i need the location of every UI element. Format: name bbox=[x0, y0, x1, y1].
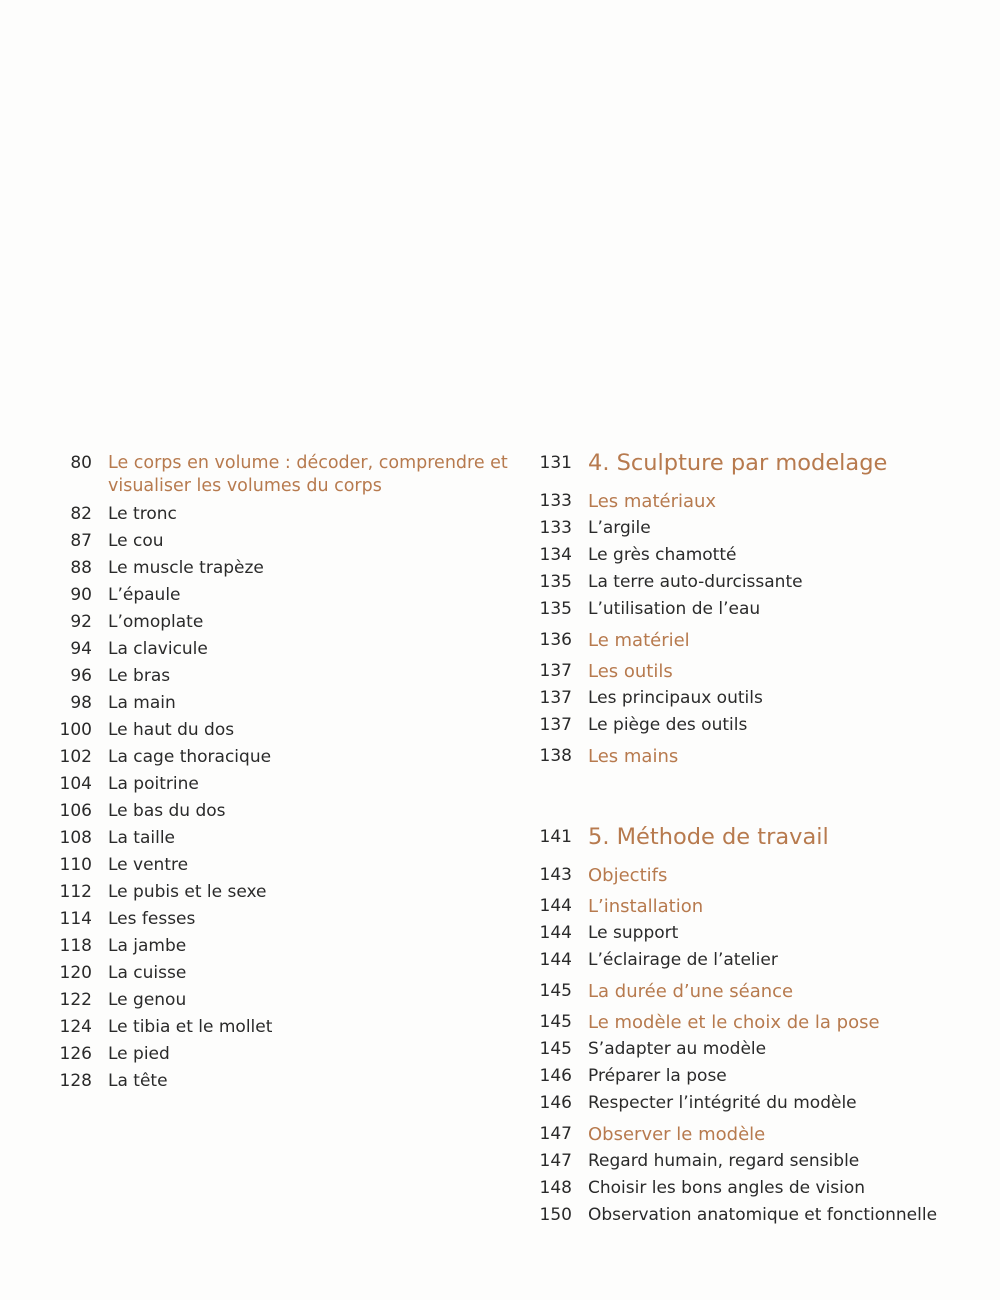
toc-entry-section bbox=[520, 862, 980, 889]
toc-entry-sub bbox=[40, 906, 510, 933]
toc-entry-sub bbox=[40, 690, 510, 717]
toc-page-number: 118 bbox=[59, 936, 92, 956]
toc-entry-sub bbox=[40, 771, 510, 798]
toc-left-column bbox=[40, 450, 510, 1095]
toc-entry-title: Le tibia et le mollet bbox=[108, 1017, 273, 1037]
toc-entry-sub bbox=[40, 933, 510, 960]
toc-entry-title: Les principaux outils bbox=[588, 688, 763, 708]
toc-entry-title: Le haut du dos bbox=[108, 720, 235, 740]
toc-page-number: 131 bbox=[539, 453, 572, 473]
toc-page-number: 120 bbox=[59, 963, 92, 983]
toc-page-number: 80 bbox=[70, 453, 92, 473]
toc-page-number: 138 bbox=[539, 746, 572, 766]
toc-entry-title: 5. Méthode de travail bbox=[588, 824, 829, 850]
toc-entry-sub bbox=[520, 1148, 980, 1175]
toc-entry-section bbox=[520, 658, 980, 685]
toc-page-number: 98 bbox=[70, 693, 92, 713]
toc-entry-title: Le pied bbox=[108, 1044, 170, 1064]
toc-entry-title: L’épaule bbox=[108, 585, 181, 605]
toc-entry-sub bbox=[40, 987, 510, 1014]
toc-entry-title: La clavicule bbox=[108, 639, 208, 659]
toc-entry-title: Le cou bbox=[108, 531, 164, 551]
toc-entry-title: La taille bbox=[108, 828, 176, 848]
toc-entry-chapter bbox=[520, 448, 980, 478]
toc-page-number: 112 bbox=[59, 882, 92, 902]
toc-page-number: 108 bbox=[59, 828, 92, 848]
toc-entry-title: La main bbox=[108, 693, 176, 713]
toc-entry-title: Objectifs bbox=[588, 865, 668, 886]
toc-entry-sub bbox=[40, 744, 510, 771]
toc-entry-title: Le grès chamotté bbox=[588, 545, 737, 565]
toc-entry-sub bbox=[520, 1202, 980, 1229]
toc-entry-title: Le bas du dos bbox=[108, 801, 226, 821]
toc-entry-title: Le corps en volume : décoder, comprendre et visualiser les volumes du corps bbox=[108, 453, 508, 496]
toc-entry-sub bbox=[40, 609, 510, 636]
toc-page-number: 128 bbox=[59, 1071, 92, 1091]
toc-entry-title: Le muscle trapèze bbox=[108, 558, 264, 578]
toc-entry-section bbox=[520, 978, 980, 1005]
toc-entry-sub bbox=[520, 712, 980, 739]
toc-entry-title: La cage thoracique bbox=[108, 747, 272, 767]
toc-entry-sub bbox=[520, 1063, 980, 1090]
toc-entry-title: Préparer la pose bbox=[588, 1066, 727, 1086]
toc-entry-title: Le support bbox=[588, 923, 679, 943]
toc-page-number: 144 bbox=[539, 923, 572, 943]
toc-page-number: 148 bbox=[539, 1178, 572, 1198]
toc-entry-sub bbox=[40, 879, 510, 906]
toc-page-number: 106 bbox=[59, 801, 92, 821]
toc-entry-sub bbox=[520, 947, 980, 974]
toc-entry-chapter bbox=[520, 822, 980, 852]
toc-entry-sub bbox=[40, 528, 510, 555]
toc-page-number: 82 bbox=[70, 504, 92, 524]
toc-entry-title: Observation anatomique et fonctionnelle bbox=[588, 1205, 938, 1225]
toc-page-number: 134 bbox=[539, 545, 572, 565]
toc-page-number: 133 bbox=[539, 491, 572, 511]
toc-page-number: 87 bbox=[70, 531, 92, 551]
toc-entry-title: La tête bbox=[108, 1071, 168, 1091]
toc-page-number: 133 bbox=[539, 518, 572, 538]
toc-entry-title: La terre auto-durcissante bbox=[588, 572, 803, 592]
toc-entry-sub bbox=[40, 852, 510, 879]
toc-entry-title: Observer le modèle bbox=[588, 1124, 766, 1145]
toc-page-number: 145 bbox=[539, 981, 572, 1001]
toc-entry-title: Les fesses bbox=[108, 909, 196, 929]
toc-entry-sub bbox=[520, 542, 980, 569]
toc-entry-title: Respecter l’intégrité du modèle bbox=[588, 1093, 857, 1113]
toc-page-number: 144 bbox=[539, 896, 572, 916]
toc-entry-section bbox=[520, 893, 980, 920]
toc-page-number: 110 bbox=[59, 855, 92, 875]
toc-page-number: 145 bbox=[539, 1039, 572, 1059]
toc-page-number: 122 bbox=[59, 990, 92, 1010]
toc-page-number: 102 bbox=[59, 747, 92, 767]
toc-page-number: 137 bbox=[539, 661, 572, 681]
toc-entry-title: Choisir les bons angles de vision bbox=[588, 1178, 866, 1198]
toc-entry-sub bbox=[520, 920, 980, 947]
toc-page-number: 147 bbox=[539, 1124, 572, 1144]
toc-page-number: 147 bbox=[539, 1151, 572, 1171]
toc-entry-title: L’argile bbox=[588, 518, 651, 538]
toc-page-number: 141 bbox=[539, 827, 572, 847]
toc-entry-title: Le bras bbox=[108, 666, 171, 686]
toc-entry-sub bbox=[40, 555, 510, 582]
toc-entry-sub bbox=[520, 1175, 980, 1202]
toc-page-number: 137 bbox=[539, 688, 572, 708]
toc-page-number: 150 bbox=[539, 1205, 572, 1225]
toc-entry-title: L’installation bbox=[588, 896, 704, 917]
toc-entry-title: La durée d’une séance bbox=[588, 981, 794, 1002]
toc-page-number: 92 bbox=[70, 612, 92, 632]
toc-entry-sub bbox=[40, 960, 510, 987]
toc-entry-title: Le tronc bbox=[108, 504, 177, 524]
toc-entry-title: 4. Sculpture par modelage bbox=[588, 450, 888, 476]
toc-page-number: 90 bbox=[70, 585, 92, 605]
toc-page-number: 96 bbox=[70, 666, 92, 686]
toc-entry-sub bbox=[40, 798, 510, 825]
toc-entry-title: La poitrine bbox=[108, 774, 199, 794]
toc-entry-sub bbox=[40, 1014, 510, 1041]
toc-entry-title: Les matériaux bbox=[588, 491, 717, 512]
toc-entry-sub bbox=[520, 569, 980, 596]
toc-page-number: 126 bbox=[59, 1044, 92, 1064]
toc-entry-sub bbox=[520, 1036, 980, 1063]
toc-page-number: 136 bbox=[539, 630, 572, 650]
toc-page-number: 100 bbox=[59, 720, 92, 740]
toc-entry-sub bbox=[40, 636, 510, 663]
toc-page-number: 143 bbox=[539, 865, 572, 885]
toc-entry-title: Le genou bbox=[108, 990, 187, 1010]
toc-entry-section bbox=[520, 1121, 980, 1148]
toc-entry-intro bbox=[40, 450, 510, 498]
toc-entry-sub bbox=[40, 717, 510, 744]
toc-entry-sub bbox=[40, 825, 510, 852]
toc-page-number: 135 bbox=[539, 572, 572, 592]
toc-entry-sub bbox=[520, 1090, 980, 1117]
toc-entry-section bbox=[520, 627, 980, 654]
toc-entry-title: Le matériel bbox=[588, 630, 690, 651]
toc-entry-title: L’éclairage de l’atelier bbox=[588, 950, 778, 970]
toc-entry-title: La jambe bbox=[108, 936, 187, 956]
toc-page-number: 104 bbox=[59, 774, 92, 794]
toc-entry-sub bbox=[40, 663, 510, 690]
toc-entry-sub bbox=[40, 501, 510, 528]
toc-entry-section bbox=[520, 1009, 980, 1036]
toc-entry-sub bbox=[520, 515, 980, 542]
toc-entry-title: Les mains bbox=[588, 746, 679, 767]
toc-page-number: 145 bbox=[539, 1012, 572, 1032]
toc-page-number: 137 bbox=[539, 715, 572, 735]
toc-entry-sub bbox=[520, 685, 980, 712]
toc-entry-title: La cuisse bbox=[108, 963, 187, 983]
toc-entry-title: Le piège des outils bbox=[588, 715, 748, 735]
toc-page-number: 144 bbox=[539, 950, 572, 970]
toc-entry-sub bbox=[40, 1068, 510, 1095]
toc-entry-title: L’utilisation de l’eau bbox=[588, 599, 761, 619]
toc-entry-sub bbox=[40, 582, 510, 609]
toc-page-number: 94 bbox=[70, 639, 92, 659]
toc-entry-section bbox=[520, 743, 980, 770]
toc-entry-sub bbox=[520, 596, 980, 623]
toc-entry-title: Le ventre bbox=[108, 855, 189, 875]
toc-entry-title: Les outils bbox=[588, 661, 673, 682]
toc-entry-title: Regard humain, regard sensible bbox=[588, 1151, 860, 1171]
toc-entry-title: Le pubis et le sexe bbox=[108, 882, 267, 902]
toc-page-number: 114 bbox=[59, 909, 92, 929]
toc-page-number: 124 bbox=[59, 1017, 92, 1037]
toc-entry-section bbox=[520, 488, 980, 515]
toc-entry-sub bbox=[40, 1041, 510, 1068]
toc-right-column bbox=[520, 448, 980, 1229]
toc-page-number: 146 bbox=[539, 1093, 572, 1113]
toc-page-number: 88 bbox=[70, 558, 92, 578]
toc-entry-title: L’omoplate bbox=[108, 612, 204, 632]
toc-entry-title: Le modèle et le choix de la pose bbox=[588, 1012, 880, 1033]
toc-page-number: 135 bbox=[539, 599, 572, 619]
toc-page-number: 146 bbox=[539, 1066, 572, 1086]
toc-entry-title: S’adapter au modèle bbox=[588, 1039, 767, 1059]
